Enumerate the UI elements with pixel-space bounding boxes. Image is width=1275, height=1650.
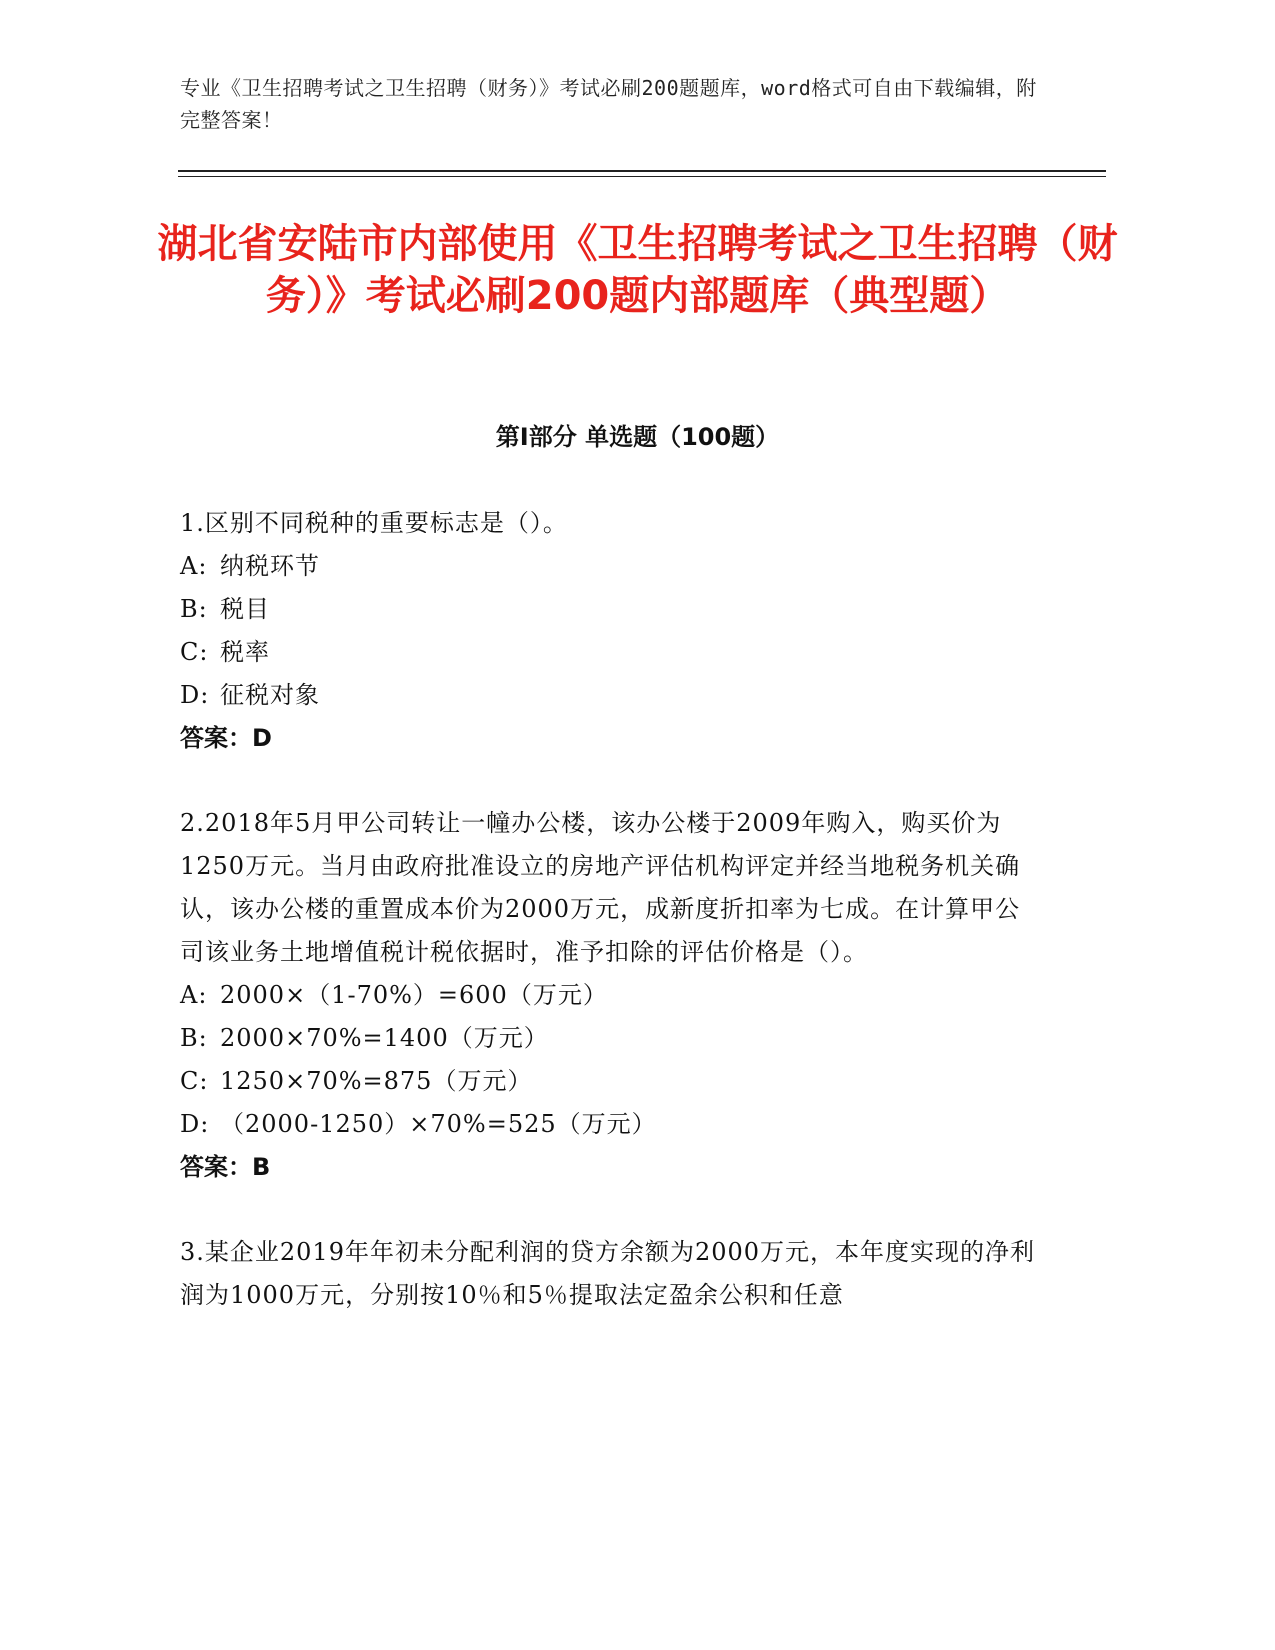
option-d xyxy=(180,1103,1040,1146)
question-stem: 2.2018年5月甲公司转让一幢办公楼，该办公楼于2009年购入，购买价为1250万元。当月由政府批准设立的房地产评估机构评定并经当地税务机关确认，该办公楼的重置成本价为2000万元，成新度折扣率为七成。在计算甲公司该业务土地增值税计税依据时，准予扣除的评估价格是（）。 xyxy=(180,809,1021,966)
option-letter: B: xyxy=(180,1024,208,1052)
question-stem: 3.某企业2019年年初未分配利润的贷方余额为2000万元，本年度实现的净利润为1000万元，分别按10％和5％提取法定盈余公积和任意 xyxy=(180,1238,1036,1309)
option-a xyxy=(180,545,1040,588)
option-b xyxy=(180,588,1040,631)
answer-line: 答案：D xyxy=(180,724,272,752)
option-text: 税目 xyxy=(220,595,270,623)
option-letter: D: xyxy=(180,681,210,709)
option-text: 2000×（1-70%）=600（万元） xyxy=(220,981,608,1009)
question-3 xyxy=(180,1231,1040,1317)
header-divider-thin xyxy=(178,176,1106,177)
option-letter: C: xyxy=(180,638,209,666)
option-letter: A: xyxy=(180,552,208,580)
option-text: （2000-1250）×70%=525（万元） xyxy=(220,1110,657,1138)
option-text: 1250×70%=875（万元） xyxy=(220,1067,533,1095)
option-letter: D: xyxy=(180,1110,210,1138)
option-letter: B: xyxy=(180,595,208,623)
option-b xyxy=(180,1017,1040,1060)
question-stem: 1.区别不同税种的重要标志是（）。 xyxy=(180,509,568,537)
question-2 xyxy=(180,802,1040,1189)
option-a xyxy=(180,974,1040,1017)
header-note: 专业《卫生招聘考试之卫生招聘（财务）》考试必刷200题题库，word格式可自由下载编辑，附完整答案！ xyxy=(180,76,1037,132)
section-heading: 第Ⅰ部分 单选题（100题） xyxy=(495,423,780,451)
option-c xyxy=(180,631,1040,674)
option-d xyxy=(180,674,1040,717)
option-text: 纳税环节 xyxy=(220,552,320,580)
option-c xyxy=(180,1060,1040,1103)
document-title: 湖北省安陆市内部使用《卫生招聘考试之卫生招聘（财务）》考试必刷200题内部题库（典型题） xyxy=(157,221,1118,319)
option-text: 征税对象 xyxy=(220,681,320,709)
question-list xyxy=(180,502,1040,1359)
header-divider-thick xyxy=(178,170,1106,172)
option-letter: C: xyxy=(180,1067,209,1095)
question-1 xyxy=(180,502,1040,760)
option-text: 税率 xyxy=(220,638,270,666)
option-text: 2000×70%=1400（万元） xyxy=(220,1024,549,1052)
answer-line: 答案：B xyxy=(180,1153,271,1181)
option-letter: A: xyxy=(180,981,208,1009)
